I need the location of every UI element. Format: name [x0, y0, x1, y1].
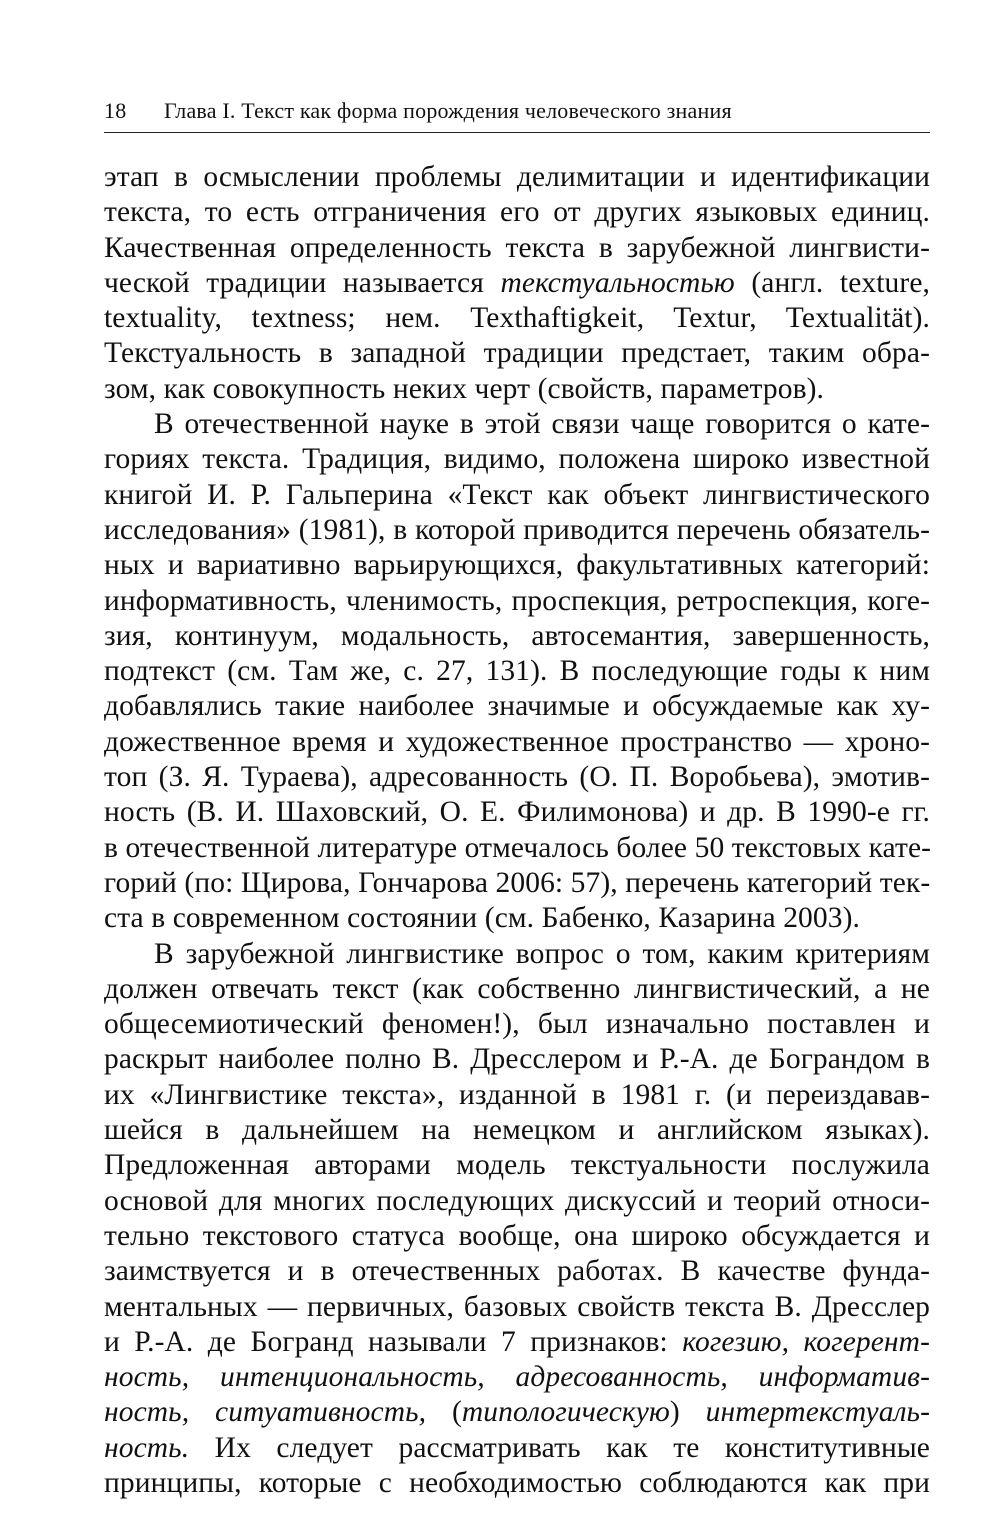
running-header: [104, 96, 930, 133]
text-run: и Р.-А. де Богранд называли 7 признаков:: [104, 1325, 683, 1358]
text-line: ста в современном состоянии (см. Бабенко, Казарина 2003).: [104, 902, 860, 935]
text-run: ): [669, 1396, 706, 1429]
text-line: текста, то есть отграничения его от других языковых единиц.: [104, 196, 930, 229]
text-line: должен отвечать текст (как собственно лингвистический, а не: [104, 972, 930, 1005]
text-run: (англ. texture,: [734, 266, 930, 299]
text-line: информативность, членимость, проспекция, ретроспекция, коге-: [104, 584, 930, 617]
text-line: основой для многих последующих дискуссий и теорий относи-: [104, 1184, 930, 1217]
italic-term: текстуальностью: [500, 266, 735, 299]
text-line: гориях текста. Традиция, видимо, положена широко известной: [104, 443, 930, 476]
italic-term: ность, интенциональность, адресованность, информатив-: [104, 1361, 930, 1394]
text-line: раскрыт наиболее полно В. Дресслером и Р.-А. де Бограндом в: [104, 1043, 930, 1076]
text-run: (: [426, 1396, 462, 1429]
italic-term: когезию, когерент-: [682, 1325, 930, 1358]
text-line: textuality, textness; нем. Texthaftigkeit, Textur, Textualität).: [104, 302, 930, 335]
italic-term: ность.: [104, 1431, 190, 1464]
text-line: горий (по: Щирова, Гончарова 2006: 57), перечень категорий тек-: [104, 866, 931, 899]
text-line: В зарубежной лингвистике вопрос о том, каким критериям: [154, 937, 930, 970]
italic-term: типологическую: [461, 1396, 670, 1429]
text-line: дожественное время и художественное пространство — хроно-: [104, 725, 930, 758]
text-run: ческой традиции называется: [104, 266, 501, 299]
text-line: ных и вариативно варьирующихся, факультативных категорий:: [104, 549, 930, 582]
text-line: общесемиотический феномен!), был изначально поставлен и: [104, 1008, 930, 1041]
page-number: 18: [104, 98, 127, 123]
text-line: [104, 1325, 930, 1360]
text-line: этап в осмыслении проблемы делимитации и идентификации: [104, 161, 930, 193]
text-line: принципы, которые с необходимостью соблюдаются как при: [104, 1466, 930, 1499]
text-line: добавлялись такие наиболее значимые и обсуждаемые как ху-: [104, 690, 930, 723]
text-line: [104, 1395, 930, 1430]
italic-term: ность, ситуативность,: [104, 1396, 427, 1429]
body-text: [104, 160, 930, 1501]
text-line: топ (З. Я. Тураева), адресованность (О. П. Воробьева), эмотив-: [104, 761, 930, 794]
text-line: книгой И. Р. Гальперина «Текст как объект лингвистического: [104, 478, 930, 511]
text-line: Текстуальность в западной традиции предстает, таким обра-: [104, 337, 930, 370]
text-line: заимствуется и в отечественных работах. В качестве фунда-: [104, 1255, 930, 1288]
text-line: их «Лингвистике текста», изданной в 1981 г. (и переиздавав-: [104, 1078, 930, 1111]
text-line: исследования» (1981), в которой приводится перечень обязатель-: [104, 513, 930, 546]
text-line: ментальных — первичных, базовых свойств текста В. Дресслер: [104, 1290, 930, 1323]
text-run: Их следует рассматривать как те конститутивные: [189, 1431, 930, 1464]
text-line: [104, 1360, 930, 1395]
text-line: шейся в дальнейшем на немецком и английском языках).: [104, 1114, 930, 1147]
chapter-title: Глава I. Текст как форма порождения человеческого знания: [164, 98, 732, 123]
text-line: Качественная определенность текста в зарубежной лингвисти-: [104, 231, 930, 264]
text-line: зия, континуум, модальность, автосемантия, завершенность,: [104, 619, 930, 652]
text-line: [104, 1431, 930, 1466]
text-line: [104, 266, 930, 301]
text-line: ность (В. И. Шаховский, О. Е. Филимонова) и др. В 1990-е гг.: [104, 796, 930, 829]
italic-term: интертекстуаль-: [705, 1396, 930, 1429]
text-line: зом, как совокупность неких черт (свойств, параметров).: [104, 372, 825, 405]
text-line: подтекст (см. Там же, с. 27, 131). В последующие годы к ним: [104, 655, 930, 688]
text-line: Предложенная авторами модель текстуальности послужила: [104, 1149, 930, 1182]
text-line: в отечественной литературе отмечалось более 50 текстовых кате-: [104, 831, 932, 864]
text-line: В отечественной науке в этой связи чаще говорится о кате-: [154, 408, 930, 441]
text-line: тельно текстового статуса вообще, она широко обсуждается и: [104, 1219, 930, 1252]
